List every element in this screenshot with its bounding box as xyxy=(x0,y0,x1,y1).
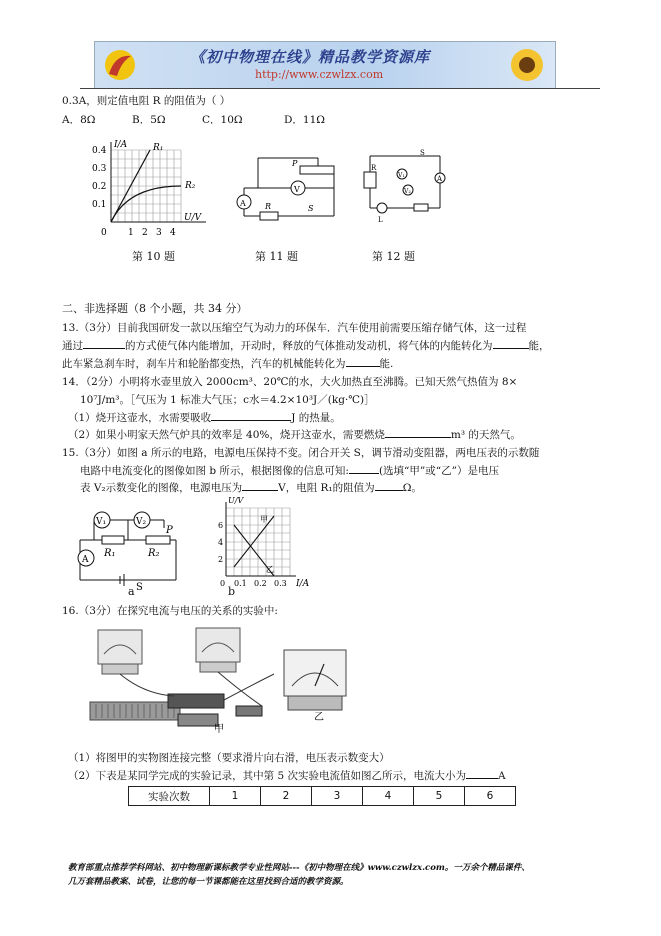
q16-text: A xyxy=(498,770,506,782)
fig10-ylabel: I/A xyxy=(114,140,128,150)
q13-text: 此车紧急刹车时，刹车片和轮胎都变热，汽车的机械能转化为 xyxy=(62,358,346,370)
q15-line3 xyxy=(80,480,422,495)
q15-text: Ω。 xyxy=(402,482,422,494)
fig15b-yi: 乙 xyxy=(266,565,274,574)
fig10-xtick: 1 xyxy=(128,228,134,238)
fig15b-ytick: 6 xyxy=(218,521,224,530)
page-footer xyxy=(68,861,598,889)
experiment-table xyxy=(128,786,516,806)
q13-blank-2[interactable] xyxy=(493,338,529,349)
fig10-ytick: 0.2 xyxy=(92,182,107,192)
fig12-circuit xyxy=(360,148,452,236)
q15-line1: 15.（3分）如图 a 所示的电路，电源电压保持不变。闭合开关 S，调节滑动变阻器，两电压表的示数随 xyxy=(62,447,540,459)
site-logo-icon xyxy=(101,48,139,82)
fig15b-xtick: 0.3 xyxy=(274,579,287,588)
fig10-xtick: 0 xyxy=(101,228,107,238)
q16-blank-1[interactable] xyxy=(466,768,498,779)
fig11-circuit xyxy=(230,152,340,228)
fig15a-label-p: P xyxy=(166,525,173,536)
q15-text: 电路中电流变化的图像如图 b 所示，根据图像的信息可知: xyxy=(80,465,349,477)
q10-stem: 0.3A，则定值电阻 R 的阻值为（ ） xyxy=(62,95,231,107)
fig12-label-a: A xyxy=(437,175,443,183)
fig15b-ytick: 4 xyxy=(218,538,224,547)
q10-option-d: D．11Ω xyxy=(284,114,325,126)
fig11-label-p: P xyxy=(292,159,298,168)
q14-blank-2[interactable] xyxy=(385,427,451,438)
q13-text: 的方式使气体内能增加，开动时，释放的气体推动发动机，将气体的内能转化为 xyxy=(125,340,493,352)
fig15b-ytick: 2 xyxy=(218,555,224,564)
fig12-label-v2: V₂ xyxy=(404,188,411,195)
q14-line2: 10⁷J/m³。［气压为 1 标准大气压；c水＝4.2×10³J／(kg·℃)］ xyxy=(80,394,375,406)
fig11-label-v: V xyxy=(294,185,300,194)
fig15a-label-v2: V₂ xyxy=(136,517,147,527)
table-row xyxy=(129,787,516,806)
q13-blank-1[interactable] xyxy=(83,338,125,349)
ammeter-yi-label: 乙 xyxy=(314,712,324,722)
fig15a-label-r1: R₁ xyxy=(104,548,116,559)
fig15b-xtick: 0.2 xyxy=(254,579,267,588)
q10-option-b: B．5Ω xyxy=(132,114,166,126)
q10-option-c: C．10Ω xyxy=(202,114,243,126)
fig10-caption: 第 10 题 xyxy=(132,250,175,263)
fig15b-ylabel: U/V xyxy=(228,496,244,505)
table-header-cell: 6 xyxy=(465,787,516,806)
fig12-label-r: R xyxy=(371,164,377,172)
q10-option-a: A．8Ω xyxy=(62,114,96,126)
fig15b-xtick: 0.1 xyxy=(234,579,247,588)
footer-line: 几万套精品教案、试卷，让您的每一节课都能在这里找到合适的教学资源。 xyxy=(68,877,349,887)
fig10-ytick: 0.3 xyxy=(92,164,107,174)
fig15b-jia: 甲 xyxy=(260,515,268,524)
fig10-graph xyxy=(88,136,220,240)
table-header-cell: 4 xyxy=(363,787,414,806)
fig15b-xlabel: I/A xyxy=(296,579,310,589)
fig10-xtick: 2 xyxy=(142,228,148,238)
q14-part1 xyxy=(68,410,341,425)
table-header-cell: 3 xyxy=(312,787,363,806)
fig10-xtick: 3 xyxy=(156,228,162,238)
table-header-cell: 实验次数 xyxy=(129,787,210,806)
q14-part2 xyxy=(68,427,521,442)
q15-line2 xyxy=(80,463,499,478)
q13-blank-3[interactable] xyxy=(346,356,380,367)
q13-text: 能. xyxy=(379,358,394,370)
q14-text: m³ 的天然气。 xyxy=(450,429,521,441)
q13-text: 通过 xyxy=(62,340,83,352)
fig12-label-l: L xyxy=(378,216,383,224)
q15-blank-2[interactable] xyxy=(242,480,278,491)
q16-part2 xyxy=(68,768,506,783)
fig15a-circuit xyxy=(72,504,184,590)
fig10-xlabel: U/V xyxy=(184,213,202,223)
banner-url[interactable]: http://www.czwlzx.com xyxy=(255,68,384,81)
fig15a-caption: a xyxy=(128,585,135,598)
fig15a-label-r2: R₂ xyxy=(148,548,160,559)
q13-line3 xyxy=(62,356,393,371)
q15-text: 表 V₂示数变化的图像，电源电压为 xyxy=(80,482,243,494)
fig10-xtick: 4 xyxy=(170,228,176,238)
table-header-cell: 1 xyxy=(210,787,261,806)
q15-blank-3[interactable] xyxy=(375,480,403,491)
q14-line1: 14．（2分）小明将水壶里放入 2000cm³、20℃的水，大火加热直至沸腾。已知天然气热值为 8× xyxy=(62,376,518,388)
q16-part1: （1）将图甲的实物图连接完整（要求滑片向右滑，电压表示数变大） xyxy=(68,752,390,764)
q13-line2 xyxy=(62,338,550,353)
sunflower-icon xyxy=(503,45,551,85)
q14-text: J 的热量。 xyxy=(291,412,341,424)
q14-text: （1）烧开这壶水，水需要吸收 xyxy=(68,412,212,424)
fig15a-label-s: S xyxy=(136,582,143,590)
fig10-ytick: 0.1 xyxy=(92,200,107,210)
table-header-cell: 2 xyxy=(261,787,312,806)
q13-line1: 13.（3分）目前我国研发一款以压缩空气为动力的环保车．汽车使用前需要压缩存储气体，这一过程 xyxy=(62,322,527,334)
fig11-caption: 第 11 题 xyxy=(255,250,298,263)
q14-blank-1[interactable] xyxy=(211,410,291,421)
fig11-label-s: S xyxy=(308,204,314,213)
q15-text: (选填“甲”或“乙”）是电压 xyxy=(378,465,500,477)
fig12-label-v1: V₁ xyxy=(398,172,405,179)
header-rule xyxy=(80,88,600,89)
fig10-r2: R₂ xyxy=(185,181,196,191)
fig10-r1: R₁ xyxy=(153,143,164,153)
section2-heading: 二、非选择题（8 个小题，共 34 分） xyxy=(62,302,248,315)
fig12-label-s: S xyxy=(420,149,425,157)
apparatus-jia-label: 甲 xyxy=(214,724,224,734)
fig10-ytick: 0.4 xyxy=(92,146,107,156)
ammeter-yi-illustration xyxy=(280,646,350,722)
q16-text: （2）下表是某同学完成的实验记录，其中第 5 次实验电流值如图乙所示，电流大小为 xyxy=(68,770,467,782)
q15-blank-1[interactable] xyxy=(349,463,379,474)
q16-line1: 16.（3分）在探究电流与电压的关系的实验中: xyxy=(62,605,278,617)
banner-title: 《初中物理在线》精品教学资源库 xyxy=(190,48,431,66)
footer-line: 教育部重点推荐学科网站、初中物理新课标教学专业性网站---《初中物理在线》www.czwlzx.com。一万余个精品课件、 xyxy=(68,863,530,873)
fig12-caption: 第 12 题 xyxy=(372,250,415,263)
fig15a-label-v1: V₁ xyxy=(96,517,107,527)
fig15b-graph xyxy=(210,494,314,590)
fig15b-xtick: 0 xyxy=(220,579,226,588)
table-header-cell: 5 xyxy=(414,787,465,806)
fig15b-caption: b xyxy=(228,585,236,598)
fig15a-label-a: A xyxy=(82,555,89,565)
q14-text: （2）如果小明家天然气炉具的效率是 40%，烧开这壶水，需要燃烧 xyxy=(68,429,385,441)
q15-text: V，电阻 R₁的阻值为 xyxy=(278,482,375,494)
fig11-label-a: A xyxy=(240,199,246,208)
fig11-label-r: R xyxy=(265,202,272,211)
q13-text: 能， xyxy=(528,340,550,352)
header-banner xyxy=(94,41,556,89)
